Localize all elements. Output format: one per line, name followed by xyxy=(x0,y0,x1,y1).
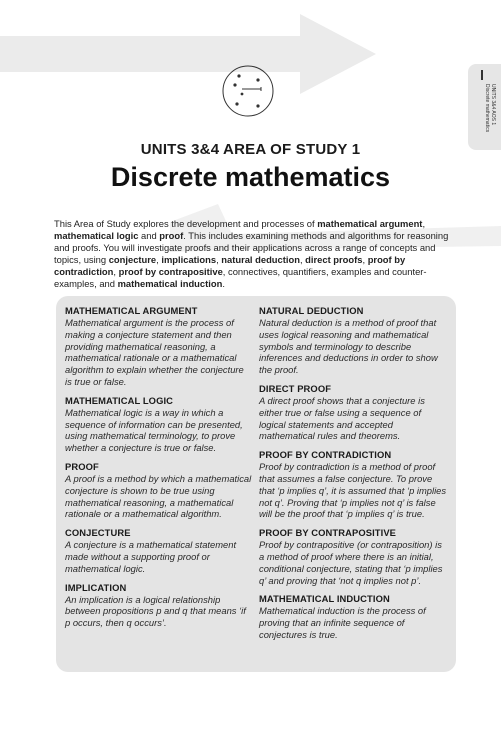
definition-text: A conjecture is a mathematical statement made without a supporting proof or mathematical logic. xyxy=(65,539,237,574)
definition-entry xyxy=(259,383,447,442)
definition-term: CONJECTURE xyxy=(65,527,131,539)
intro-text: , xyxy=(113,266,119,277)
definition-term: MATHEMATICAL LOGIC xyxy=(65,394,174,406)
intro-key-term: proof by contradiction xyxy=(54,254,406,277)
definition-term: PROOF xyxy=(65,460,99,472)
definition-text: A proof is a method by which a mathematical conjecture is shown to be true using mathematical reasoning, a mathematical rationale or a mathematical algorithm. xyxy=(65,472,252,520)
circle-diagram-icon xyxy=(220,60,276,120)
intro-key-term: mathematical induction xyxy=(117,278,223,289)
definition-text: An implication is a logical relationship between propositions p and q that means ‘if p occurs, then q occurs’. xyxy=(65,593,246,629)
definition-entry xyxy=(65,395,253,454)
definition-term: MATHEMATICAL INDUCTION xyxy=(259,593,390,605)
intro-text: , xyxy=(362,254,368,265)
definition-term: PROOF BY CONTRAPOSITIVE xyxy=(259,527,397,539)
definitions-box xyxy=(56,296,456,672)
intro-key-term: proof xyxy=(159,230,184,241)
definition-entry xyxy=(65,527,253,574)
intro-text: . This includes examining methods and algorithms for reasoning and proofs. You will investigate proofs and their applications across a range of concepts and topics, using xyxy=(54,230,449,265)
definition-text: Proof by contrapositive (or contraposition) is a method of proof where there is an initial, conditional conjecture, stating that ‘p implies q’ and proving that ‘not q implies not p’. xyxy=(259,539,443,586)
intro-key-term: direct proofs xyxy=(305,254,363,265)
intro-key-term: natural deduction xyxy=(221,254,300,265)
definition-term: PROOF BY CONTRADICTION xyxy=(259,449,392,461)
intro-key-term: proof by contrapositive xyxy=(118,266,223,277)
intro-text: . xyxy=(222,278,225,289)
intro-key-term: mathematical argument xyxy=(317,218,423,229)
definition-entry xyxy=(259,593,447,640)
intro-key-term: conjecture xyxy=(108,254,157,265)
intro-text: , xyxy=(156,254,162,265)
definition-entry xyxy=(259,449,447,520)
definition-entry xyxy=(259,305,447,376)
definition-term: MATHEMATICAL ARGUMENT xyxy=(65,305,198,316)
intro-text: , xyxy=(216,254,222,265)
definition-text: A direct proof shows that a conjecture is either true or false using a sequence of logical statements and accepted mathematical rules and theorems. xyxy=(259,394,425,442)
definition-term: IMPLICATION xyxy=(65,581,127,593)
definition-text: Mathematical induction is the process of proving that an infinite sequence of conjectures is true. xyxy=(259,605,426,640)
unit-heading: UNITS 3&4 AREA OF STUDY 1 xyxy=(140,141,361,158)
intro-text: This Area of Study explores the development and processes of xyxy=(54,218,318,229)
intro-key-term: implications xyxy=(161,254,217,265)
definition-entry xyxy=(259,527,447,586)
intro-text: , xyxy=(299,254,306,265)
intro-paragraph xyxy=(54,218,459,290)
definitions-right-column xyxy=(259,305,447,648)
intro-text: , connectives, quantifiers, examples and counter-examples, and xyxy=(54,266,427,289)
definition-entry xyxy=(65,305,253,388)
intro-text: and xyxy=(138,230,160,241)
definition-entry xyxy=(65,461,253,520)
section-side-tab[interactable] xyxy=(468,64,501,150)
definition-text: Mathematical logic is a way in which a sequence of information can be presented, using mathematical terminology, to prove whether a conjecture is true or false. xyxy=(65,406,243,454)
side-tab-line-1: UNITS 3&4 AOS 1 xyxy=(490,84,496,126)
tab-marker xyxy=(481,70,483,80)
intro-key-term: mathematical logic xyxy=(54,230,139,241)
definition-text: Proof by contradiction is a method of proof that assumes a false conjecture. To prove that ‘p implies q’, it is assumed that ‘p implies not q’. Proving that ‘p implies not q’ is false will be the proof that ‘p implies q’ is true. xyxy=(259,461,447,520)
definitions-left-column xyxy=(65,305,253,636)
side-tab-label xyxy=(484,84,496,132)
definition-entry xyxy=(65,582,253,629)
intro-text: , xyxy=(422,218,426,229)
side-tab-line-2: Discrete mathematics xyxy=(484,84,490,133)
definition-text: Mathematical argument is the process of making a conjecture statement and then providing mathematical reasoning, a mathematical rationale or a mathematical algorithm to explain whether the conjecture is true or false. xyxy=(65,317,244,387)
page-title: Discrete mathematics xyxy=(110,162,391,192)
definition-term: NATURAL DEDUCTION xyxy=(259,305,364,316)
definition-term: DIRECT PROOF xyxy=(259,382,332,394)
definition-text: Natural deduction is a method of proof that uses logical reasoning and mathematical symbols and terminology to describe inferences and deductions in order to show the proof. xyxy=(259,317,438,376)
